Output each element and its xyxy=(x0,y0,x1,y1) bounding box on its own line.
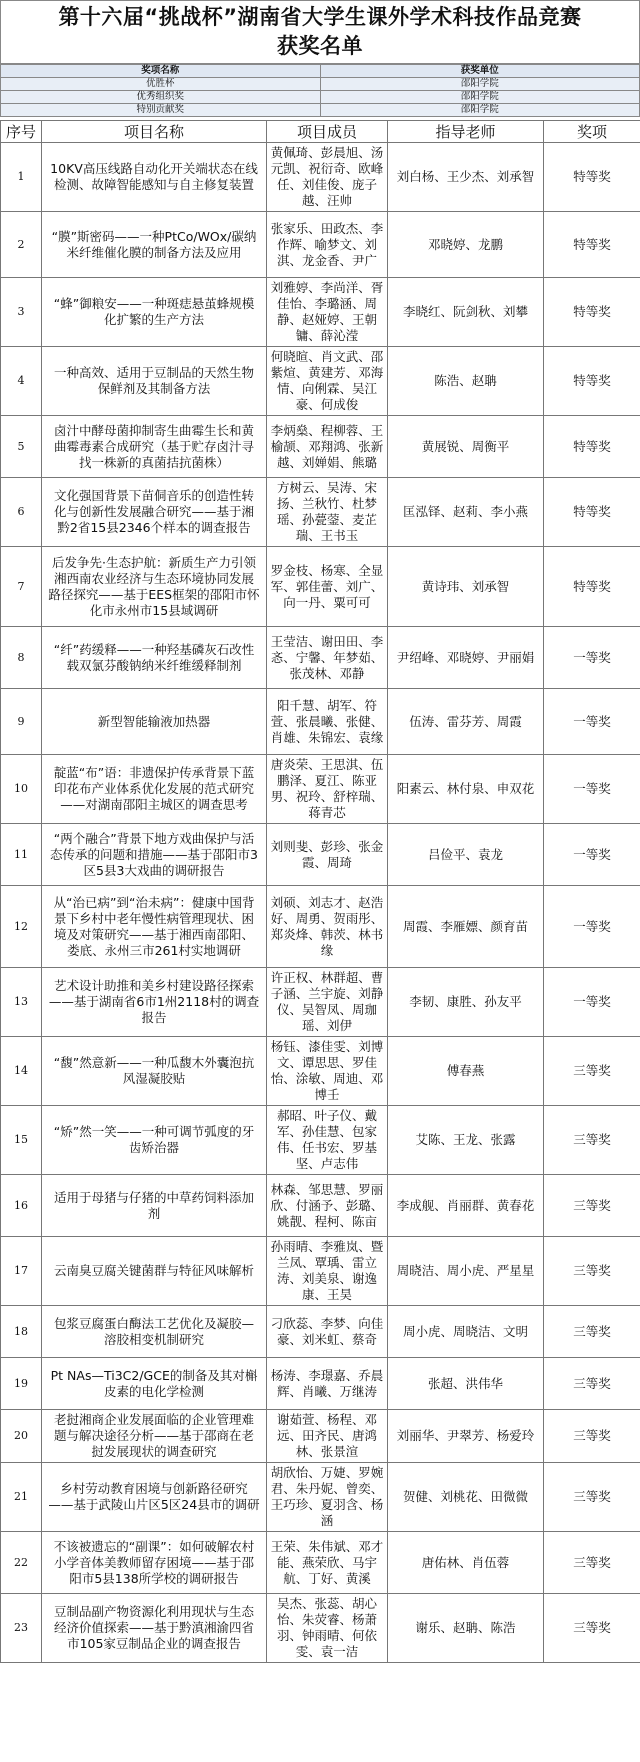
row-advisors: 伍涛、雷芬芳、周霞 xyxy=(388,689,544,755)
row-seq: 17 xyxy=(1,1237,42,1306)
row-award: 三等奖 xyxy=(544,1358,640,1410)
row-project-name: “蜂”御粮安——一种斑痣悬茧蜂规模化扩繁的生产方法 xyxy=(42,278,267,347)
row-members: 谢茹萱、杨程、邓远、田齐民、唐鸿林、张景渲 xyxy=(267,1410,388,1463)
table-row xyxy=(1,824,640,886)
title-line-2: 获奖名单 xyxy=(277,34,363,58)
table-row xyxy=(1,547,640,627)
table-row xyxy=(1,1532,640,1594)
row-seq: 18 xyxy=(1,1306,42,1358)
row-seq: 4 xyxy=(1,347,42,416)
row-project-name: “纤”药缓释——一种羟基磷灰石改性载双氯芬酸钠纳米纤维缓释制剂 xyxy=(42,627,267,689)
row-project-name: “两个融合”背景下地方戏曲保护与活态传承的问题和措施——基于邵阳市3区5县3大戏曲的调研报告 xyxy=(42,824,267,886)
row-advisors: 艾陈、王龙、张露 xyxy=(388,1106,544,1175)
row-seq: 22 xyxy=(1,1532,42,1594)
row-members: 方树云、吴涛、宋扬、兰秋竹、杜梦瑶、孙甍蓥、麦芷瑞、王书玉 xyxy=(267,478,388,547)
row-members: 刘硕、刘志才、赵浩好、周勇、贺雨彤、郑炎烽、韩茨、林书缘 xyxy=(267,886,388,968)
row-members: 刁欣蕊、李梦、向佳豪、刘米虹、蔡奇 xyxy=(267,1306,388,1358)
special-award-name: 优胜杯 xyxy=(1,78,321,91)
row-award: 三等奖 xyxy=(544,1106,640,1175)
row-award: 特等奖 xyxy=(544,416,640,478)
row-advisors: 尹绍峰、邓晓婷、尹丽娟 xyxy=(388,627,544,689)
row-members: 李炳燊、程柳蓉、王榆颉、邓翔鸿、张新越、刘婵娟、熊璐 xyxy=(267,416,388,478)
row-seq: 5 xyxy=(1,416,42,478)
row-advisors: 吕俭平、袁龙 xyxy=(388,824,544,886)
row-award: 三等奖 xyxy=(544,1532,640,1594)
page-title xyxy=(0,0,640,64)
row-seq: 8 xyxy=(1,627,42,689)
row-members: 杨钰、漆佳雯、刘博文、谭思思、罗佳怡、涂敏、周迪、邓博壬 xyxy=(267,1037,388,1106)
row-advisors: 匡泓铎、赵莉、李小燕 xyxy=(388,478,544,547)
table-row xyxy=(1,278,640,347)
row-award: 一等奖 xyxy=(544,755,640,824)
row-advisors: 李成舰、肖丽群、黄春花 xyxy=(388,1175,544,1237)
table-row xyxy=(1,1037,640,1106)
special-award-name: 特别贡献奖 xyxy=(1,104,321,117)
special-award-unit: 邵阳学院 xyxy=(320,91,640,104)
row-seq: 13 xyxy=(1,968,42,1037)
row-award: 三等奖 xyxy=(544,1594,640,1663)
row-members: 刘雅婷、李尚洋、胥佳怡、李璐涵、周静、赵娅婷、王朝镛、薛沁滢 xyxy=(267,278,388,347)
row-project-name: 文化强国背景下苗侗音乐的创造性转化与创新性发展融合研究——基于湘黔2省15县2346个样本的调查报告 xyxy=(42,478,267,547)
row-advisors: 刘丽华、尹翠芳、杨爱玲 xyxy=(388,1410,544,1463)
row-project-name: 老挝湘商企业发展面临的企业管理难题与解决途径分析——基于邵商在老挝发展现状的调查研究 xyxy=(42,1410,267,1463)
row-advisors: 李晓红、阮剑秋、刘攀 xyxy=(388,278,544,347)
table-row xyxy=(1,347,640,416)
row-members: 胡欣怡、万婕、罗婉君、朱丹妮、曾奕、王巧珍、夏羽含、杨涵 xyxy=(267,1463,388,1532)
row-members: 许正权、林群超、曹子涵、兰宇旋、刘静仪、吴智凤、周珈瑶、刘伊 xyxy=(267,968,388,1037)
winners-table-header xyxy=(1,121,640,143)
row-seq: 6 xyxy=(1,478,42,547)
row-project-name: 一种高效、适用于豆制品的天然生物保鲜剂及其制备方法 xyxy=(42,347,267,416)
row-award: 一等奖 xyxy=(544,689,640,755)
row-award: 一等奖 xyxy=(544,886,640,968)
row-project-name: 云南臭豆腐关键菌群与特征风味解析 xyxy=(42,1237,267,1306)
row-advisors: 陈浩、赵聃 xyxy=(388,347,544,416)
row-project-name: 新型智能输液加热器 xyxy=(42,689,267,755)
table-row xyxy=(1,1106,640,1175)
row-seq: 15 xyxy=(1,1106,42,1175)
row-project-name: 豆制品副产物资源化利用现状与生态经济价值探索——基于黔滇湘渝四省市105家豆制品企业的调查报告 xyxy=(42,1594,267,1663)
table-row xyxy=(1,968,640,1037)
row-project-name: 包浆豆腐蛋白酶法工艺优化及凝胶—溶胶相变机制研究 xyxy=(42,1306,267,1358)
row-advisors: 周小虎、周晓洁、文明 xyxy=(388,1306,544,1358)
row-members: 唐炎荣、王思淇、伍鹏泽、夏江、陈亚男、祝玲、舒梓瑞、蒋青芯 xyxy=(267,755,388,824)
table-row xyxy=(1,1237,640,1306)
row-members: 孙雨晴、李雅岚、暨兰凤、覃瑀、雷立涛、刘美泉、谢逸康、王昊 xyxy=(267,1237,388,1306)
table-row xyxy=(1,143,640,212)
row-members: 王莹洁、谢田田、李忞、宁馨、年梦茹、张茂林、邓静 xyxy=(267,627,388,689)
row-award: 一等奖 xyxy=(544,824,640,886)
title-line-1: 第十六届“挑战杯”湖南省大学生课外学术科技作品竞赛 xyxy=(58,5,582,29)
table-row xyxy=(1,1306,640,1358)
row-seq: 12 xyxy=(1,886,42,968)
row-members: 黄佩琦、彭晨旭、汤元凯、祝衍奇、欧峰任、刘佳俊、庞子越、汪帅 xyxy=(267,143,388,212)
column-header-project: 项目名称 xyxy=(42,121,267,143)
row-seq: 10 xyxy=(1,755,42,824)
special-award-row xyxy=(1,91,640,104)
row-project-name: 后发争先·生态护航：新质生产力引领湘西南农业经济与生态环境协同发展路径探究——基于EES框架的邵阳市怀化市永州市15县域调研 xyxy=(42,547,267,627)
column-header-advisors: 指导老师 xyxy=(388,121,544,143)
row-seq: 11 xyxy=(1,824,42,886)
row-award: 特等奖 xyxy=(544,212,640,278)
row-award: 特等奖 xyxy=(544,278,640,347)
table-row xyxy=(1,755,640,824)
row-project-name: 从“治已病”到“治未病”：健康中国背景下乡村中老年慢性病管理现状、困境及对策研究——基于湘西南邵阳、娄底、永州三市261村实地调研 xyxy=(42,886,267,968)
row-award: 一等奖 xyxy=(544,968,640,1037)
row-advisors: 李韧、康胜、孙友平 xyxy=(388,968,544,1037)
row-seq: 20 xyxy=(1,1410,42,1463)
row-project-name: Pt NAs—Ti3C2/GCE的制备及其对槲皮素的电化学检测 xyxy=(42,1358,267,1410)
row-advisors: 谢乐、赵聃、陈浩 xyxy=(388,1594,544,1663)
row-award: 特等奖 xyxy=(544,143,640,212)
row-seq: 21 xyxy=(1,1463,42,1532)
table-row xyxy=(1,1594,640,1663)
row-members: 罗金枝、杨寒、全显军、郭佳蕾、刘广、向一丹、粟可可 xyxy=(267,547,388,627)
row-advisors: 张超、洪伟华 xyxy=(388,1358,544,1410)
row-advisors: 贺健、刘桃花、田微微 xyxy=(388,1463,544,1532)
row-members: 吴杰、张蕊、胡心怡、朱荧睿、杨萧羽、钟雨晴、何依雯、袁一洁 xyxy=(267,1594,388,1663)
table-row xyxy=(1,1463,640,1532)
row-advisors: 黄诗玮、刘承智 xyxy=(388,547,544,627)
table-row xyxy=(1,478,640,547)
row-award: 三等奖 xyxy=(544,1463,640,1532)
row-advisors: 刘白杨、王少杰、刘承智 xyxy=(388,143,544,212)
row-advisors: 周晓洁、周小虎、严星星 xyxy=(388,1237,544,1306)
row-seq: 19 xyxy=(1,1358,42,1410)
row-project-name: “膜”斯密码——一种PtCo/WOx/碳纳米纤维催化膜的制备方法及应用 xyxy=(42,212,267,278)
row-award: 三等奖 xyxy=(544,1175,640,1237)
row-project-name: “馥”然意新——一种瓜馥木外囊泡抗风湿凝胶贴 xyxy=(42,1037,267,1106)
row-advisors: 傅春燕 xyxy=(388,1037,544,1106)
row-project-name: 乡村劳动教育困境与创新路径研究——基于武陵山片区5区24县市的调研 xyxy=(42,1463,267,1532)
row-project-name: “矫”然一笑——一种可调节弧度的牙齿矫治器 xyxy=(42,1106,267,1175)
row-advisors: 邓晓婷、龙鹏 xyxy=(388,212,544,278)
row-seq: 1 xyxy=(1,143,42,212)
table-row xyxy=(1,416,640,478)
row-members: 王荣、朱伟斌、邓才能、燕荣欣、马宇航、丁好、黄溪 xyxy=(267,1532,388,1594)
special-awards-header xyxy=(1,65,640,78)
row-project-name: 艺术设计助推和美乡村建设路径探索——基于湖南省6市1州2118村的调查报告 xyxy=(42,968,267,1037)
special-award-row xyxy=(1,78,640,91)
row-project-name: 适用于母猪与仔猪的中草药饲料添加剂 xyxy=(42,1175,267,1237)
row-award: 三等奖 xyxy=(544,1237,640,1306)
row-members: 阳千慧、胡军、符萱、张晨曦、张健、肖雄、朱锦宏、袁缘 xyxy=(267,689,388,755)
row-members: 林森、邹思慧、罗丽欣、付涵予、彭璐、姚靓、程柯、陈亩 xyxy=(267,1175,388,1237)
row-award: 三等奖 xyxy=(544,1306,640,1358)
column-header-award: 奖项 xyxy=(544,121,640,143)
row-award: 特等奖 xyxy=(544,478,640,547)
row-award: 特等奖 xyxy=(544,347,640,416)
column-header-members: 项目成员 xyxy=(267,121,388,143)
row-members: 张家乐、田政杰、李作辉、喻梦文、刘淇、龙金香、尹广 xyxy=(267,212,388,278)
special-award-unit: 邵阳学院 xyxy=(320,78,640,91)
row-members: 郝昭、叶子仪、戴军、孙佳慧、包家伟、任书宏、罗基坚、卢志伟 xyxy=(267,1106,388,1175)
table-row xyxy=(1,1175,640,1237)
row-project-name: 10KV高压线路自动化开关端状态在线检测、故障智能感知与自主修复装置 xyxy=(42,143,267,212)
special-award-row xyxy=(1,104,640,117)
row-award: 一等奖 xyxy=(544,627,640,689)
row-seq: 23 xyxy=(1,1594,42,1663)
winners-table-body xyxy=(1,143,640,1663)
row-project-name: 靛蓝“布”语：非遗保护传承背景下蓝印花布产业体系优化发展的范式研究——对湖南邵阳主城区的调查思考 xyxy=(42,755,267,824)
row-members: 杨涛、李璟嘉、乔晨辉、肖曦、万继涛 xyxy=(267,1358,388,1410)
table-row xyxy=(1,886,640,968)
special-award-unit: 邵阳学院 xyxy=(320,104,640,117)
special-award-name: 优秀组织奖 xyxy=(1,91,321,104)
row-members: 何晓暄、肖文武、邵紫煊、黄建芳、邓海情、向俐霖、吴江豪、何成俊 xyxy=(267,347,388,416)
row-advisors: 阳素云、林付泉、申双花 xyxy=(388,755,544,824)
row-seq: 14 xyxy=(1,1037,42,1106)
table-row xyxy=(1,212,640,278)
row-seq: 7 xyxy=(1,547,42,627)
row-seq: 3 xyxy=(1,278,42,347)
row-award: 三等奖 xyxy=(544,1410,640,1463)
row-project-name: 卤汁中酵母菌抑制寄生曲霉生长和黄曲霉毒素合成研究（基于贮存卤汁寻找一株新的真菌拮抗菌株） xyxy=(42,416,267,478)
row-advisors: 黄展锐、周衡平 xyxy=(388,416,544,478)
column-header-seq: 序号 xyxy=(1,121,42,143)
row-seq: 2 xyxy=(1,212,42,278)
table-row xyxy=(1,1410,640,1463)
table-row xyxy=(1,1358,640,1410)
row-project-name: 不该被遗忘的“副课”：如何破解农村小学音体美教师留存困境——基于邵阳市5县138所学校的调研报告 xyxy=(42,1532,267,1594)
table-row xyxy=(1,689,640,755)
header-award-name: 奖项名称 xyxy=(1,65,321,78)
row-award: 三等奖 xyxy=(544,1037,640,1106)
row-seq: 9 xyxy=(1,689,42,755)
row-seq: 16 xyxy=(1,1175,42,1237)
table-row xyxy=(1,627,640,689)
row-advisors: 唐佑林、肖伍蓉 xyxy=(388,1532,544,1594)
row-members: 刘则斐、彭珍、张金霞、周琦 xyxy=(267,824,388,886)
winners-table xyxy=(0,120,640,1663)
row-award: 特等奖 xyxy=(544,547,640,627)
row-advisors: 周霞、李雁嫖、颜育苗 xyxy=(388,886,544,968)
header-award-unit: 获奖单位 xyxy=(320,65,640,78)
special-awards-table xyxy=(0,64,640,117)
